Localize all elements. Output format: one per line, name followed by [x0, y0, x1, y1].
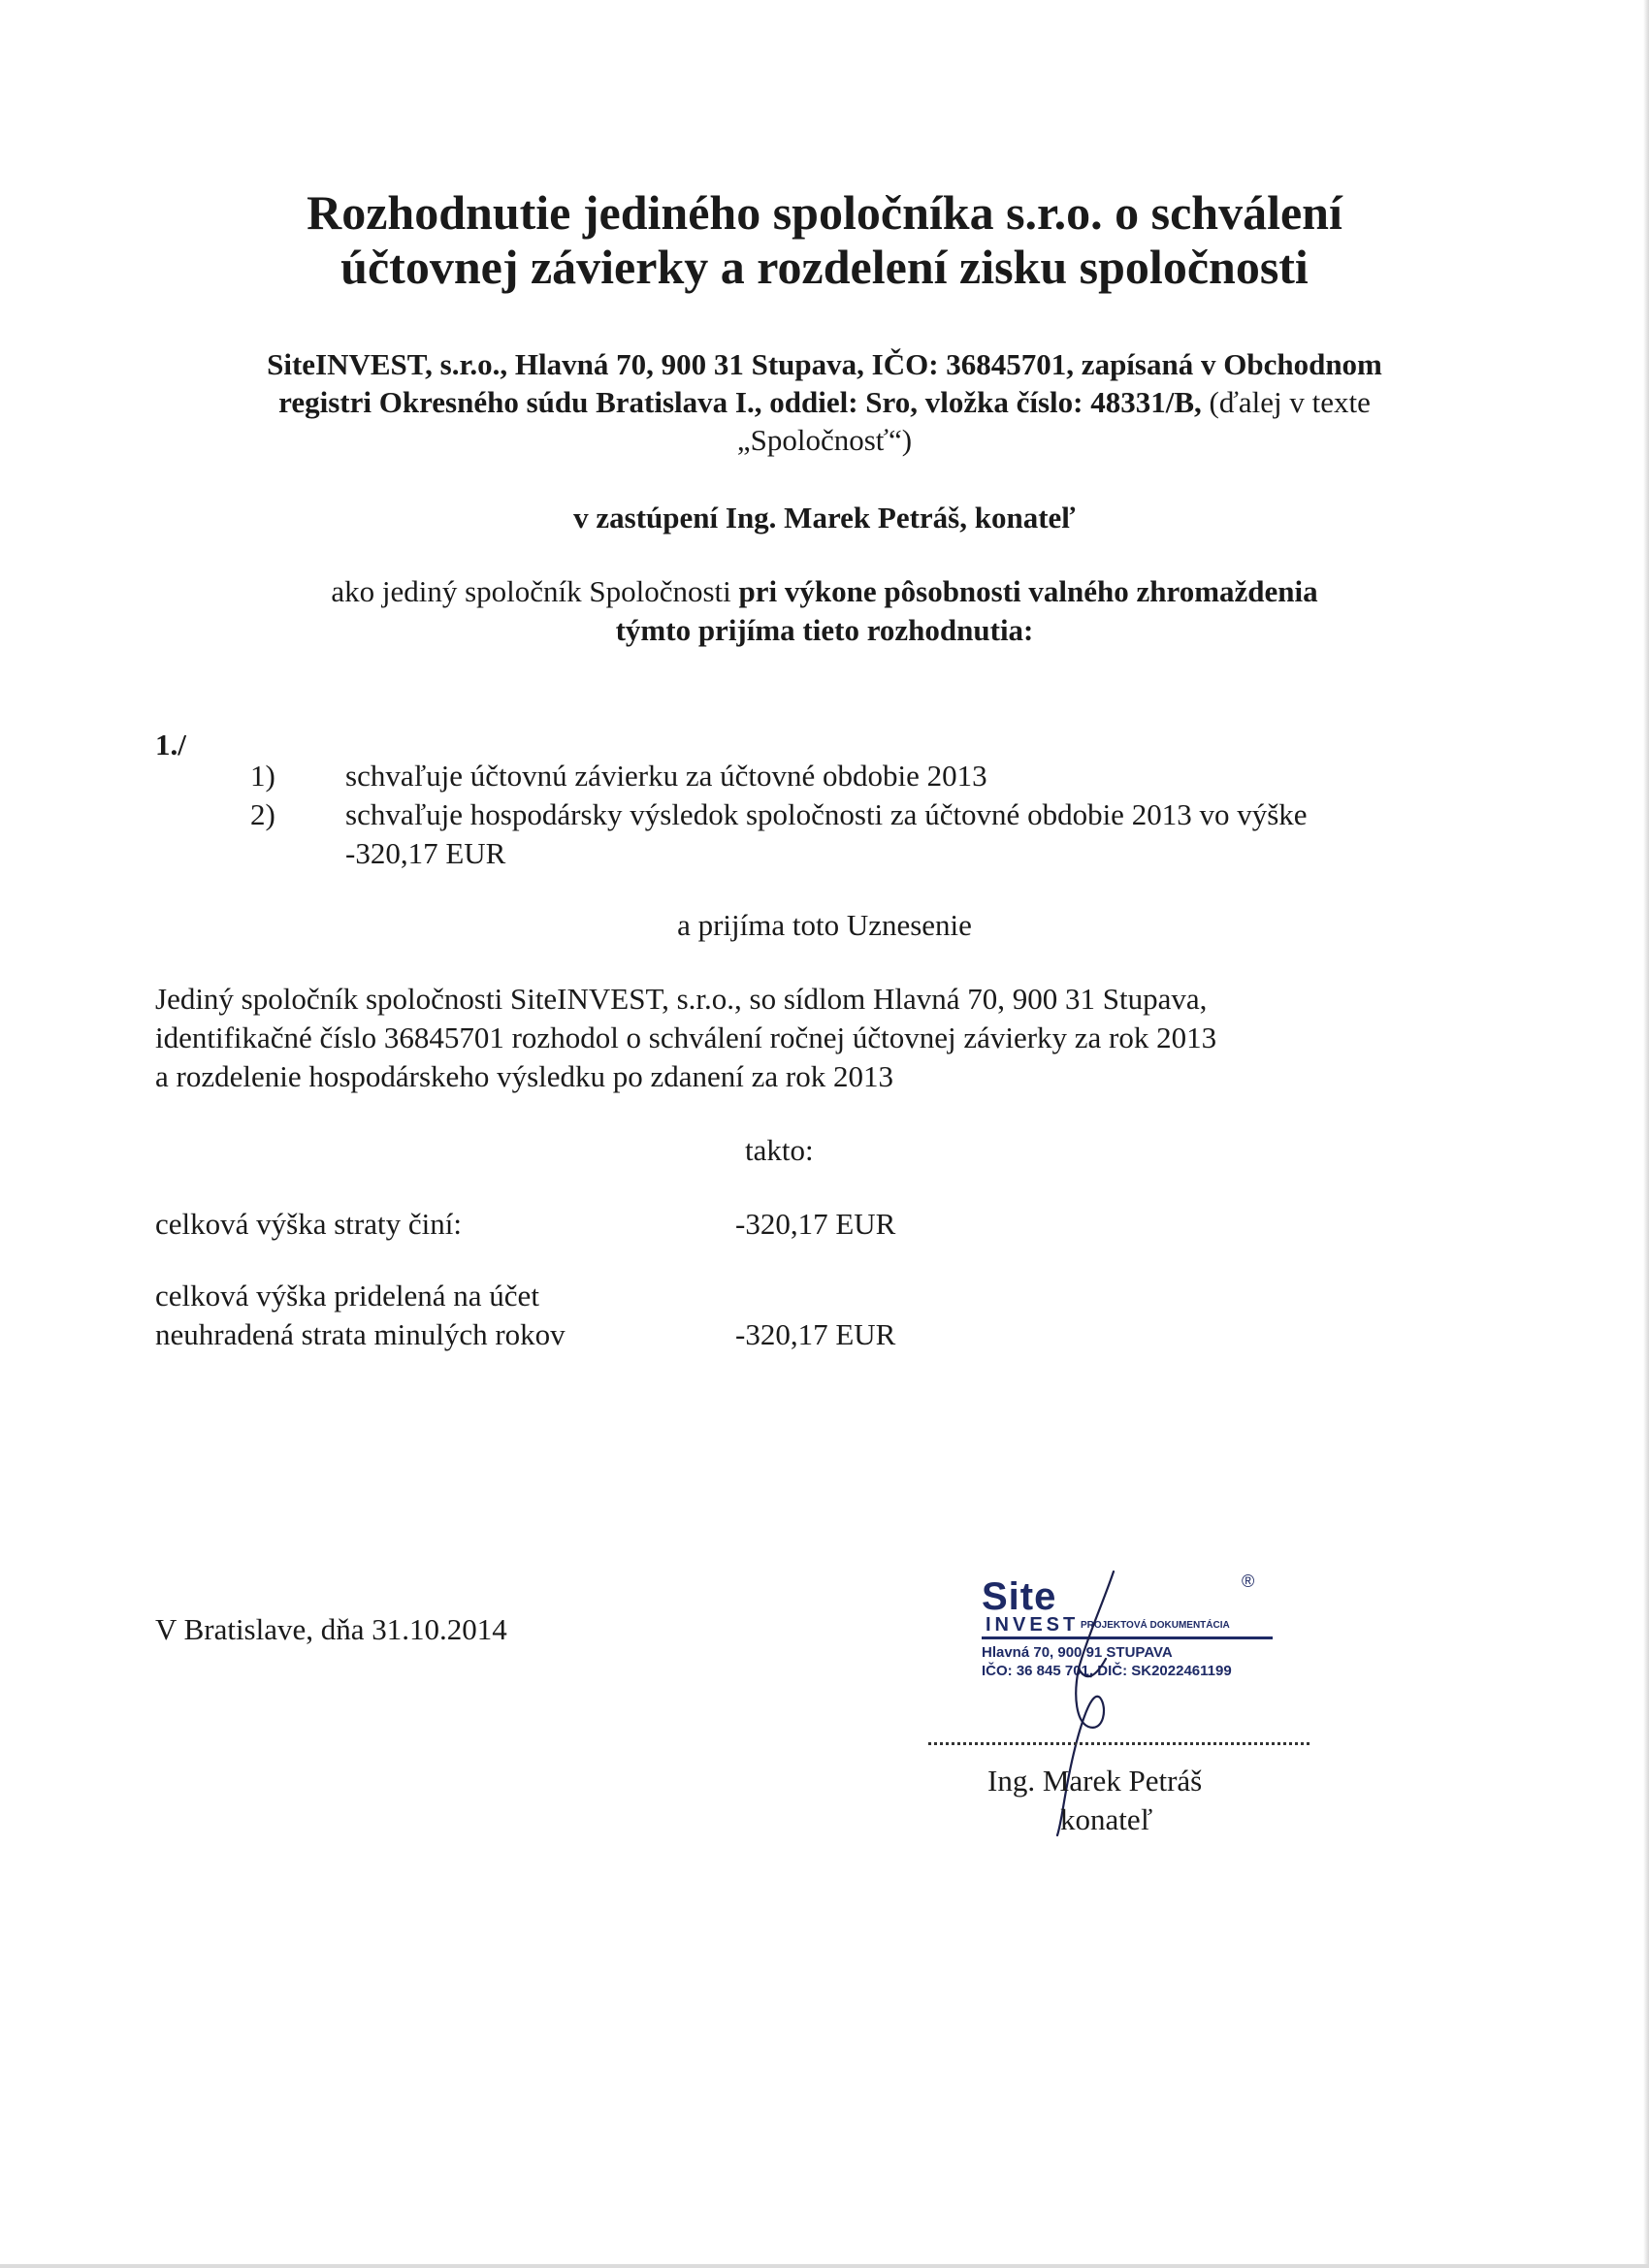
signatory-role: konateľ	[1060, 1802, 1153, 1836]
stamp-tagline: PROJEKTOVÁ DOKUMENTÁCIA	[1081, 1620, 1230, 1631]
company-line-1: SiteINVEST, s.r.o., Hlavná 70, 900 31 Stupava, IČO: 36845701, zapísaná v Obchodnom	[267, 347, 1382, 381]
item-2-amount: -320,17 EUR	[345, 836, 506, 870]
company-alias-intro: (ďalej v texte	[1201, 385, 1371, 419]
stamp-address-line-2: IČO: 36 845 701, DIČ: SK2022461199	[982, 1663, 1232, 1679]
company-register-info: registri Okresného súdu Bratislava I., oddiel: Sro, vložka číslo: 48331/B,	[278, 385, 1202, 419]
total-assigned-value: -320,17 EUR	[735, 1317, 896, 1351]
page-bottom-edge	[0, 2264, 1649, 2268]
section-number: 1./	[155, 728, 186, 761]
place-date: V Bratislave, dňa 31.10.2014	[155, 1612, 507, 1646]
signatory-name: Ing. Marek Petráš	[987, 1764, 1203, 1798]
body-line-3: a rozdelenie hospodárskeho výsledku po zdanení za rok 2013	[155, 1059, 893, 1093]
company-alias: „Spoločnosť“)	[736, 423, 913, 457]
page-edge-shadow	[1643, 0, 1649, 2268]
item-2-text: schvaľuje hospodársky výsledok spoločnosti za účtovné obdobie 2013 vo výške	[345, 797, 1308, 831]
resolution: a prijíma toto Uznesenie	[677, 908, 972, 942]
item-1-number: 1)	[250, 759, 275, 793]
stamp-logo-sub: INVEST	[986, 1614, 1080, 1636]
intro-line-2: týmto prijíma tieto rozhodnutia:	[615, 613, 1034, 647]
document-title-line-1: Rozhodnutie jediného spoločníka s.r.o. o schválení	[307, 185, 1342, 240]
intro-bold: pri výkone pôsobnosti valného zhromaždenia	[738, 574, 1318, 608]
signature-line	[928, 1742, 1310, 1745]
total-loss-label: celková výška straty činí:	[155, 1207, 462, 1241]
total-loss-value: -320,17 EUR	[735, 1207, 896, 1241]
document-title-line-2: účtovnej závierky a rozdelení zisku spoločnosti	[340, 240, 1309, 294]
registered-mark-icon: ®	[1242, 1571, 1255, 1591]
item-2-number: 2)	[250, 797, 275, 831]
takto-label: takto:	[745, 1133, 814, 1167]
intro-regular: ako jediný spoločník Spoločnosti	[331, 574, 739, 608]
stamp-logo: Site	[982, 1575, 1057, 1618]
intro-line-1	[0, 572, 1649, 610]
item-1-text: schvaľuje účtovnú závierku za účtovné obdobie 2013	[345, 759, 987, 793]
company-line-2	[0, 383, 1649, 421]
total-assigned-label-1: celková výška pridelená na účet	[155, 1279, 539, 1312]
stamp-address-line-1: Hlavná 70, 900 91 STUPAVA	[982, 1644, 1173, 1661]
body-line-1: Jediný spoločník spoločnosti SiteINVEST, s.r.o., so sídlom Hlavná 70, 900 31 Stupava,	[155, 982, 1208, 1016]
representation: v zastúpení Ing. Marek Petráš, konateľ	[573, 501, 1076, 535]
body-line-2: identifikačné číslo 36845701 rozhodol o schválení ročnej účtovnej závierky za rok 2013	[155, 1021, 1217, 1054]
total-assigned-label-2: neuhradená strata minulých rokov	[155, 1317, 566, 1351]
